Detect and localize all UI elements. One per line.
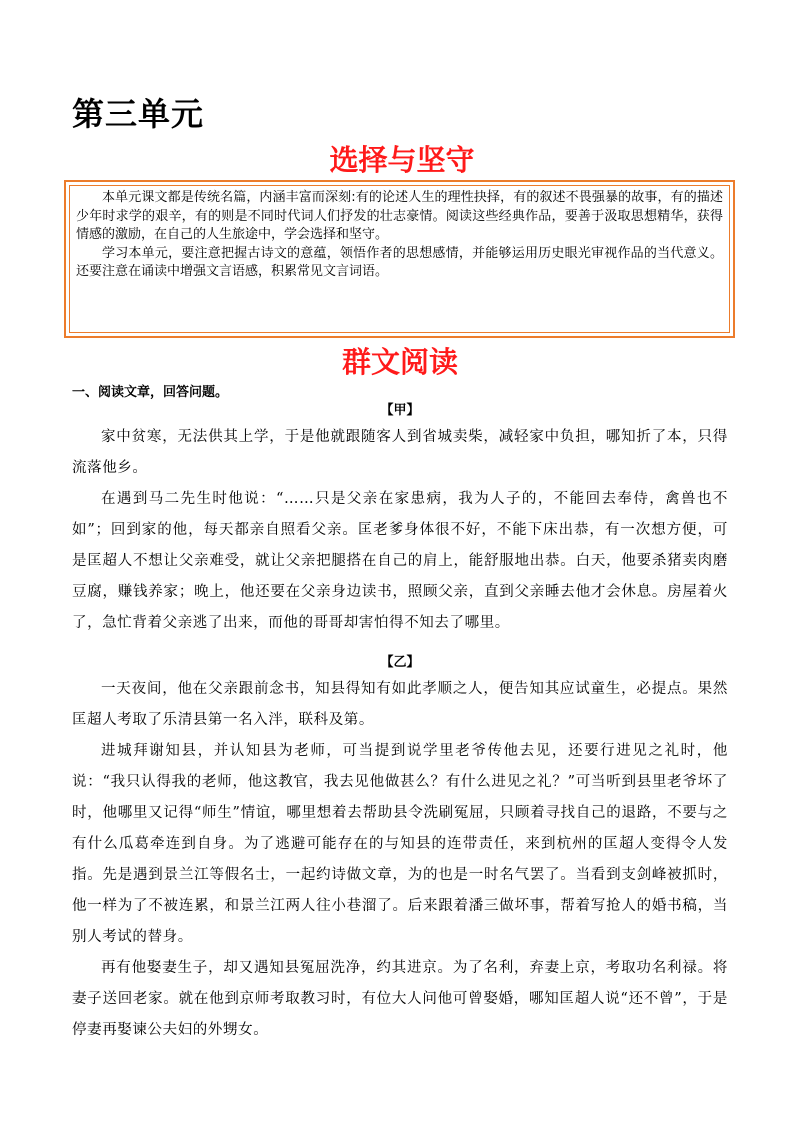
passage-paragraph: 在遇到马二先生时他说：“……只是父亲在家患病，我为人子的，不能回去奉侍，禽兽也不如”；回到家的他，每天都亲自照看父亲。匡老爹身体很不好，不能下床出恭，有一次想方便，可是匡超人不想让父亲难受，就让父亲把腿搭在自己的肩上，能舒服地出恭。白天，他要杀猪卖肉磨豆腐，赚钱养家；晚上，他还要在父亲身边读书，照顾父亲，直到父亲睡去他才会休息。房屋着火了，急忙背着父亲逃了出来，而他的哥哥却害怕得不知去了哪里。	[72, 491, 728, 631]
section-heading: 群文阅读	[341, 345, 458, 379]
intro-paragraph: 本单元课文都是传统名篇，内涵丰富而深刻:有的论述人生的理性抉择，有的叙述不畏强暴的故事，有的描述少年时求学的艰辛，有的则是不同时代词人们抒发的壮志豪情。阅读这些经典作品，要善于汲取思想精华，获得情感的激励，在自己的人生旅途中，学会选择和坚守。	[76, 190, 723, 242]
passage-paragraph: 再有他娶妻生子，却又遇知县冤屈洗净，约其进京。为了名利，弃妻上京，考取功名利禄。将妻子送回老家。就在他到京师考取教习时，有位大人问他可曾娶婚，哪知匡超人说“还不曾”，于是停妻再娶谏公夫妇的外甥女。	[72, 960, 728, 1038]
passage-a	[72, 400, 728, 639]
unit-intro-inner	[69, 185, 730, 333]
unit-intro-box	[64, 180, 735, 338]
passage-marker: 【甲】	[380, 403, 420, 418]
passage-paragraph: 家中贫寒，无法供其上学，于是他就跟随客人到省城卖柴，减轻家中负担，哪知折了本，只得流落他乡。	[72, 429, 728, 476]
passage-paragraph: 进城拜谢知县，并认知县为老师，可当提到说学里老爷传他去见，还要行进见之礼时，他说：“我只认得我的老师，他这教官，我去见他做甚么？有什么进见之礼？”可当听到县里老爷坏了时，他哪里又记得“师生”情谊，哪里想着去帮助县令洗刷冤屈，只顾着寻找自己的退路，不要与之有什么瓜葛牵连到自身。为了逃避可能存在的与知县的连带责任，来到杭州的匡超人变得令人发指。先是遇到景兰江等假名士，一起约诗做文章，为的也是一时名气罢了。当看到支剑峰被抓时，他一样为了不被连累，和景兰江两人往小巷溜了。后来跟着潘三做坏事，帮着写抢人的婚书稿，当别人考试的替身。	[72, 743, 728, 945]
passage-marker: 【乙】	[380, 655, 420, 670]
unit-title: 第三单元	[72, 95, 205, 133]
unit-subtitle: 选择与坚守	[329, 143, 475, 177]
question-title: 一、阅读文章，回答问题。	[72, 385, 229, 400]
passage-b	[72, 652, 728, 1046]
passage-paragraph: 一天夜间，他在父亲跟前念书，知县得知有如此孝顺之人，便告知其应试童生，必提点。果然匡超人考取了乐清县第一名入泮，联科及第。	[72, 681, 728, 728]
intro-paragraph: 学习本单元，要注意把握古诗文的意蕴，领悟作者的思想感情，并能够运用历史眼光审视作品的当代意义。还要注意在诵读中增强文言语感，积累常见文言词语。	[76, 245, 723, 279]
